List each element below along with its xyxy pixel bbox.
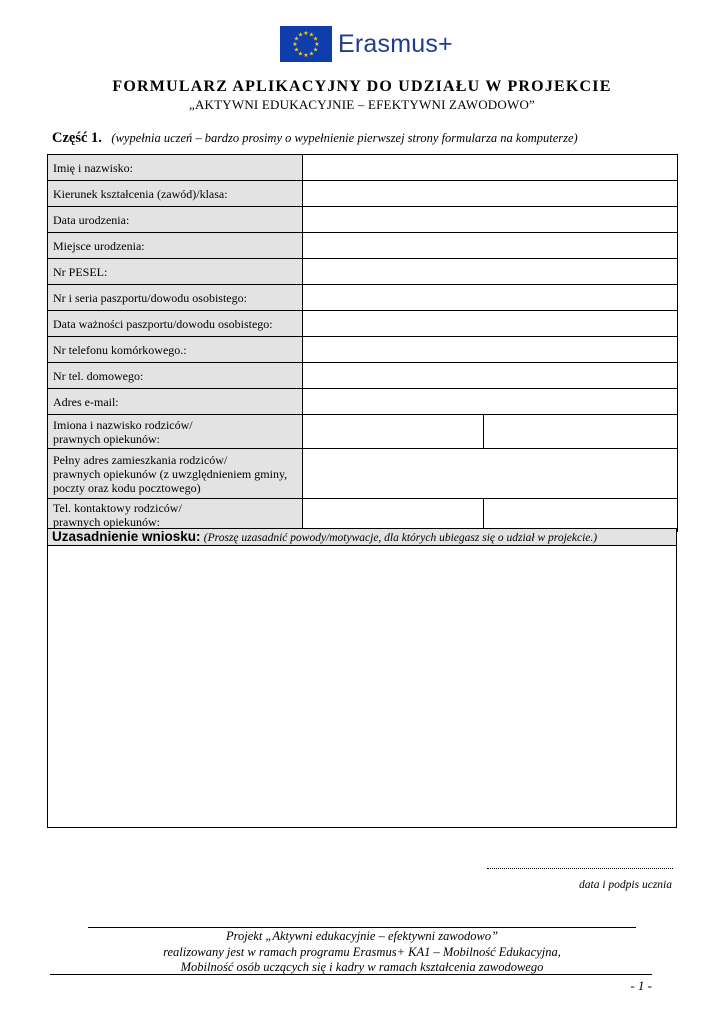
application-form-table <box>47 154 678 532</box>
label-line: Tel. kontaktowy rodziców/ <box>53 501 182 515</box>
field-label: Nr tel. domowego: <box>48 363 303 389</box>
form-subtitle: „AKTYWNI EDUKACYJNIE – EFEKTYWNI ZAWODOWO” <box>189 97 535 112</box>
id-document-number-input[interactable] <box>303 285 678 311</box>
label-line: poczty oraz kodu pocztowego) <box>53 480 201 495</box>
parent-1-name-input[interactable] <box>303 415 484 449</box>
form-row <box>48 207 678 233</box>
field-label: Nr telefonu komórkowego.: <box>48 337 303 363</box>
justification-text-area[interactable] <box>48 546 676 827</box>
part-heading <box>52 130 578 147</box>
parent-1-phone-input[interactable] <box>303 499 484 532</box>
justification-title: Uzasadnienie wniosku: <box>52 529 201 544</box>
parents-address-input[interactable] <box>303 449 678 499</box>
label-line: prawnych opiekunów (z uwzględnieniem gminy, <box>53 466 288 481</box>
field-label: Nr PESEL: <box>48 259 303 285</box>
course-class-input[interactable] <box>303 181 678 207</box>
field-label: Kierunek kształcenia (zawód)/klasa: <box>48 181 303 207</box>
id-document-expiry-input[interactable] <box>303 311 678 337</box>
star-icon: ★ <box>308 51 315 58</box>
form-row <box>48 311 678 337</box>
star-icon: ★ <box>308 32 315 39</box>
star-icon: ★ <box>314 42 320 48</box>
justification-paren-open: ( <box>203 532 208 544</box>
footer-divider <box>88 927 636 928</box>
signature-line[interactable] <box>487 860 673 869</box>
star-icon: ★ <box>297 51 304 58</box>
home-phone-input[interactable] <box>303 363 678 389</box>
field-label: Miejsce urodzenia: <box>48 233 303 259</box>
form-title: FORMULARZ APLIKACYJNY DO UDZIAŁU W PROJEKCIE <box>112 78 612 95</box>
form-row <box>48 337 678 363</box>
footer-line: Mobilność osób uczących się i kadry w ramach kształcenia zawodowego <box>180 960 544 974</box>
form-row <box>48 259 678 285</box>
form-row <box>48 363 678 389</box>
form-row <box>48 155 678 181</box>
field-label-parents-phone <box>48 499 303 532</box>
mobile-phone-input[interactable] <box>303 337 678 363</box>
star-icon: ★ <box>297 32 304 39</box>
justification-box <box>47 528 677 828</box>
star-icon: ★ <box>292 42 298 48</box>
form-row <box>48 499 678 532</box>
footer-line: realizowany jest w ramach programu Erasmus+ KA1 – Mobilność Edukacyjna, <box>163 944 561 959</box>
label-line: prawnych opiekunów: <box>53 515 160 529</box>
star-icon: ★ <box>293 47 300 54</box>
form-row <box>48 285 678 311</box>
birth-date-input[interactable] <box>303 207 678 233</box>
birth-place-input[interactable] <box>303 233 678 259</box>
field-label: Nr i seria paszportu/dowodu osobistego: <box>48 285 303 311</box>
star-icon: ★ <box>303 53 309 59</box>
justification-paren-close: ) <box>593 532 598 544</box>
form-row <box>48 415 678 449</box>
eu-flag-icon <box>280 26 332 62</box>
label-line: Imiona i nazwisko rodziców/ <box>53 417 193 432</box>
part-label: Część 1. <box>52 130 102 146</box>
star-icon: ★ <box>312 36 319 43</box>
justification-instruction: Proszę uzasadnić powody/motywacje, dla których ubiegasz się o udział w projekcie. <box>207 532 594 544</box>
footer <box>0 929 724 976</box>
field-label-parents-address <box>48 449 303 499</box>
part-instruction: (wypełnia uczeń – bardzo prosimy o wypełnienie pierwszej strony formularza na komputerze) <box>111 131 578 145</box>
form-row <box>48 449 678 499</box>
form-row <box>48 233 678 259</box>
label-line: Pełny adres zamieszkania rodziców/ <box>53 452 228 467</box>
form-row <box>48 181 678 207</box>
signature-label: data i podpis ucznia <box>579 879 672 891</box>
email-input[interactable] <box>303 389 678 415</box>
field-label: Data ważności paszportu/dowodu osobistego: <box>48 311 303 337</box>
field-label: Imię i nazwisko: <box>48 155 303 181</box>
star-icon: ★ <box>303 31 309 37</box>
field-label: Adres e-mail: <box>48 389 303 415</box>
name-input[interactable] <box>303 155 678 181</box>
erasmus-logo <box>280 24 453 64</box>
star-icon: ★ <box>312 47 319 54</box>
footer-line: Projekt „Aktywni edukacyjnie – efektywni zawodowo” <box>225 929 499 943</box>
field-label: Data urodzenia: <box>48 207 303 233</box>
form-row <box>48 389 678 415</box>
label-line: prawnych opiekunów: <box>53 431 160 446</box>
star-icon: ★ <box>293 36 300 43</box>
pesel-input[interactable] <box>303 259 678 285</box>
parent-2-phone-input[interactable] <box>484 499 678 532</box>
parent-2-name-input[interactable] <box>484 415 678 449</box>
footer-divider <box>50 974 652 975</box>
page-number: - 1 - <box>630 978 652 993</box>
logo-text: Erasmus+ <box>338 30 453 58</box>
field-label-parents-names <box>48 415 303 449</box>
justification-heading <box>48 529 676 546</box>
